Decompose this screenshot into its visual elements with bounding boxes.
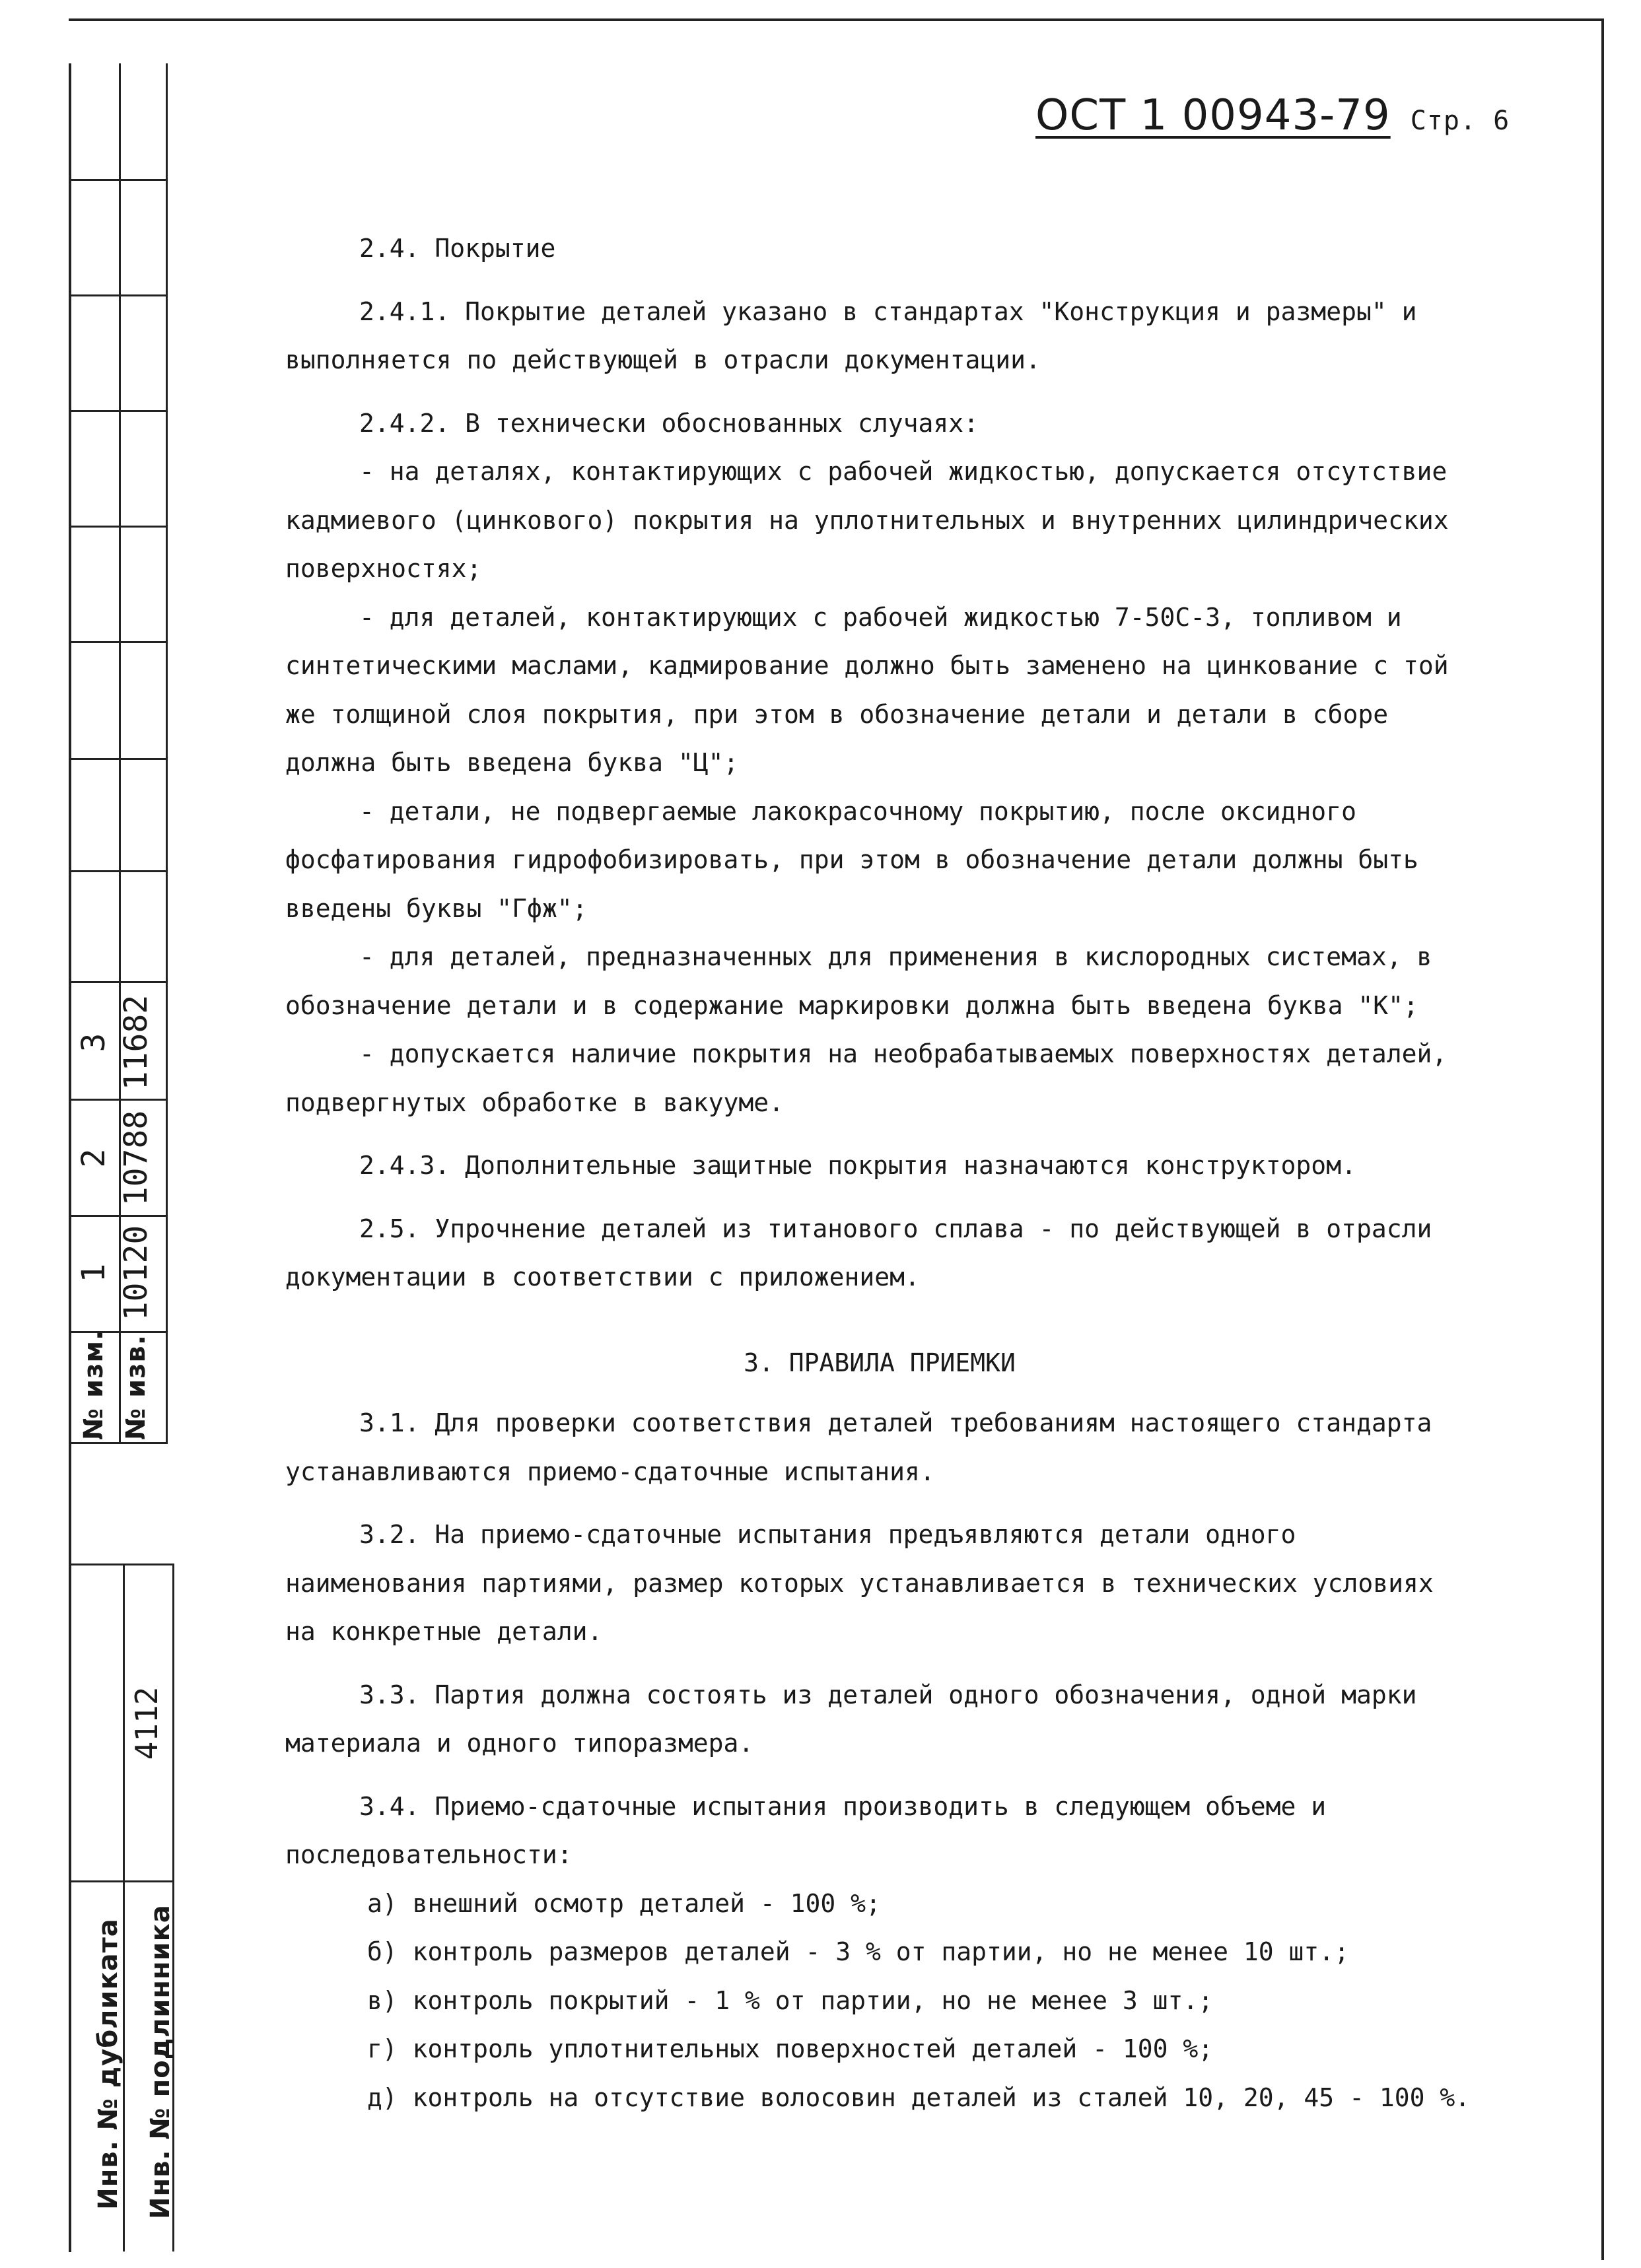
list-item-3-4-c: в) контроль покрытий - 1 % от партии, но не менее 3 шт.; [367, 1985, 1214, 2015]
revision-izm-2: 2 [75, 1148, 112, 1168]
inventory-podlinnik-label: Инв. № подлинника [145, 1904, 176, 2219]
divider [166, 63, 168, 1443]
list-item-3-4-d: г) контроль уплотнительных поверхностей деталей - 100 %; [367, 2034, 1214, 2063]
list-item-2-4-2-e: - допускается наличие покрытия на необрабатываемых поверхностях деталей, подвергнутых обработке в вакууме. [285, 1039, 1448, 1117]
revision-izv-2: 10788 [118, 1110, 155, 1206]
revision-table [69, 63, 168, 1443]
inventory-podlinnik-value: 4112 [129, 1686, 164, 1760]
divider [69, 526, 168, 528]
divider [69, 179, 168, 181]
list-item-2-4-2-d: - для деталей, предназначенных для применения в кислородных системах, в обозначение детали и в содержание маркировки должна быть введена буква "К"; [285, 942, 1432, 1020]
list-item-2-4-2-a: - на деталях, контактирующих с рабочей жидкостью, допускается отсутствие кадмиевого (цинкового) покрытия на уплотнительных и внутренних цилиндрических поверхностях; [285, 457, 1449, 583]
divider [69, 981, 168, 983]
divider [69, 1442, 168, 1444]
inventory-table [69, 1564, 174, 2251]
divider [69, 641, 168, 643]
paragraph-3-2: 3.2. На приемо-сдаточные испытания предъявляются детали одного наименования партиями, размер которых устанавливается в технических условиях на конкретные детали. [285, 1520, 1434, 1646]
revision-izm-label: № изм. [79, 1329, 109, 1440]
page-frame-right [1601, 18, 1604, 2260]
paragraph-2-5: 2.5. Упрочнение деталей из титанового сплава - по действующей в отрасли документации в соответствии с приложением. [285, 1214, 1432, 1291]
paragraph-2-4-3: 2.4.3. Дополнительные защитные покрытия назначаются конструктором. [359, 1151, 1356, 1180]
divider [69, 294, 168, 296]
section-3-title: 3. ПРАВИЛА ПРИЕМКИ [744, 1348, 1016, 1377]
list-item-3-4-b: б) контроль размеров деталей - 3 % от партии, но не менее 10 шт.; [367, 1937, 1350, 1966]
list-item-2-4-2-c: - детали, не подвергаемые лакокрасочному покрытию, после оксидного фосфатирования гидрофобизировать, при этом в обозначение детали должны быть введены буквы "Гфж"; [285, 796, 1418, 923]
paragraph-2-4-2: 2.4.2. В технически обоснованных случаях: [359, 408, 979, 438]
revision-izv-label: № изв. [121, 1334, 151, 1440]
revision-izm-3: 3 [75, 1033, 112, 1052]
list-item-2-4-2-b: - для деталей, контактирующих с рабочей жидкостью 7-50С-3, топливом и синтетическими маслами, кадмирование должно быть заменено на цинкование с той же толщиной слоя покрытия, при этом в обозначение детали и детали в сборе должна быть введена буква "Ц"; [285, 602, 1449, 777]
divider [69, 410, 168, 412]
paragraph-2-4-1: 2.4.1. Покрытие деталей указано в стандартах "Конструкция и размеры" и выполняется по действующей в отрасли документации. [285, 296, 1417, 374]
document-body [285, 224, 1474, 2122]
divider [69, 1099, 168, 1101]
revision-izv-3: 11682 [118, 994, 155, 1091]
divider [69, 758, 168, 760]
revision-izm-1: 1 [75, 1263, 112, 1283]
divider [69, 1215, 168, 1217]
divider [69, 1564, 174, 1565]
standard-code: ОСТ 1 00943-79 [1035, 91, 1391, 140]
standard-header [1035, 91, 1510, 140]
page-frame-top [69, 18, 1604, 21]
section-2-4-title: 2.4. Покрытие [359, 234, 556, 263]
divider [69, 1880, 174, 1882]
page-label: Стр. 6 [1410, 106, 1510, 136]
paragraph-3-3: 3.3. Партия должна состоять из деталей одного обозначения, одной марки материала и одного типоразмера. [285, 1680, 1417, 1758]
paragraph-3-1: 3.1. Для проверки соответствия деталей требованиям настоящего стандарта устанавливаются приемо-сдаточные испытания. [285, 1408, 1432, 1486]
paragraph-3-4: 3.4. Приемо-сдаточные испытания производить в следующем объеме и последовательности: [285, 1791, 1327, 1869]
inventory-dublikat-label: Инв. № дубликата [93, 1918, 123, 2210]
divider [69, 870, 168, 872]
list-item-3-4-a: а) внешний осмотр деталей - 100 %; [367, 1888, 881, 1918]
revision-izv-1: 10120 [118, 1225, 155, 1321]
list-item-3-4-e: д) контроль на отсутствие волосовин деталей из сталей 10, 20, 45 - 100 %. [367, 2082, 1471, 2112]
